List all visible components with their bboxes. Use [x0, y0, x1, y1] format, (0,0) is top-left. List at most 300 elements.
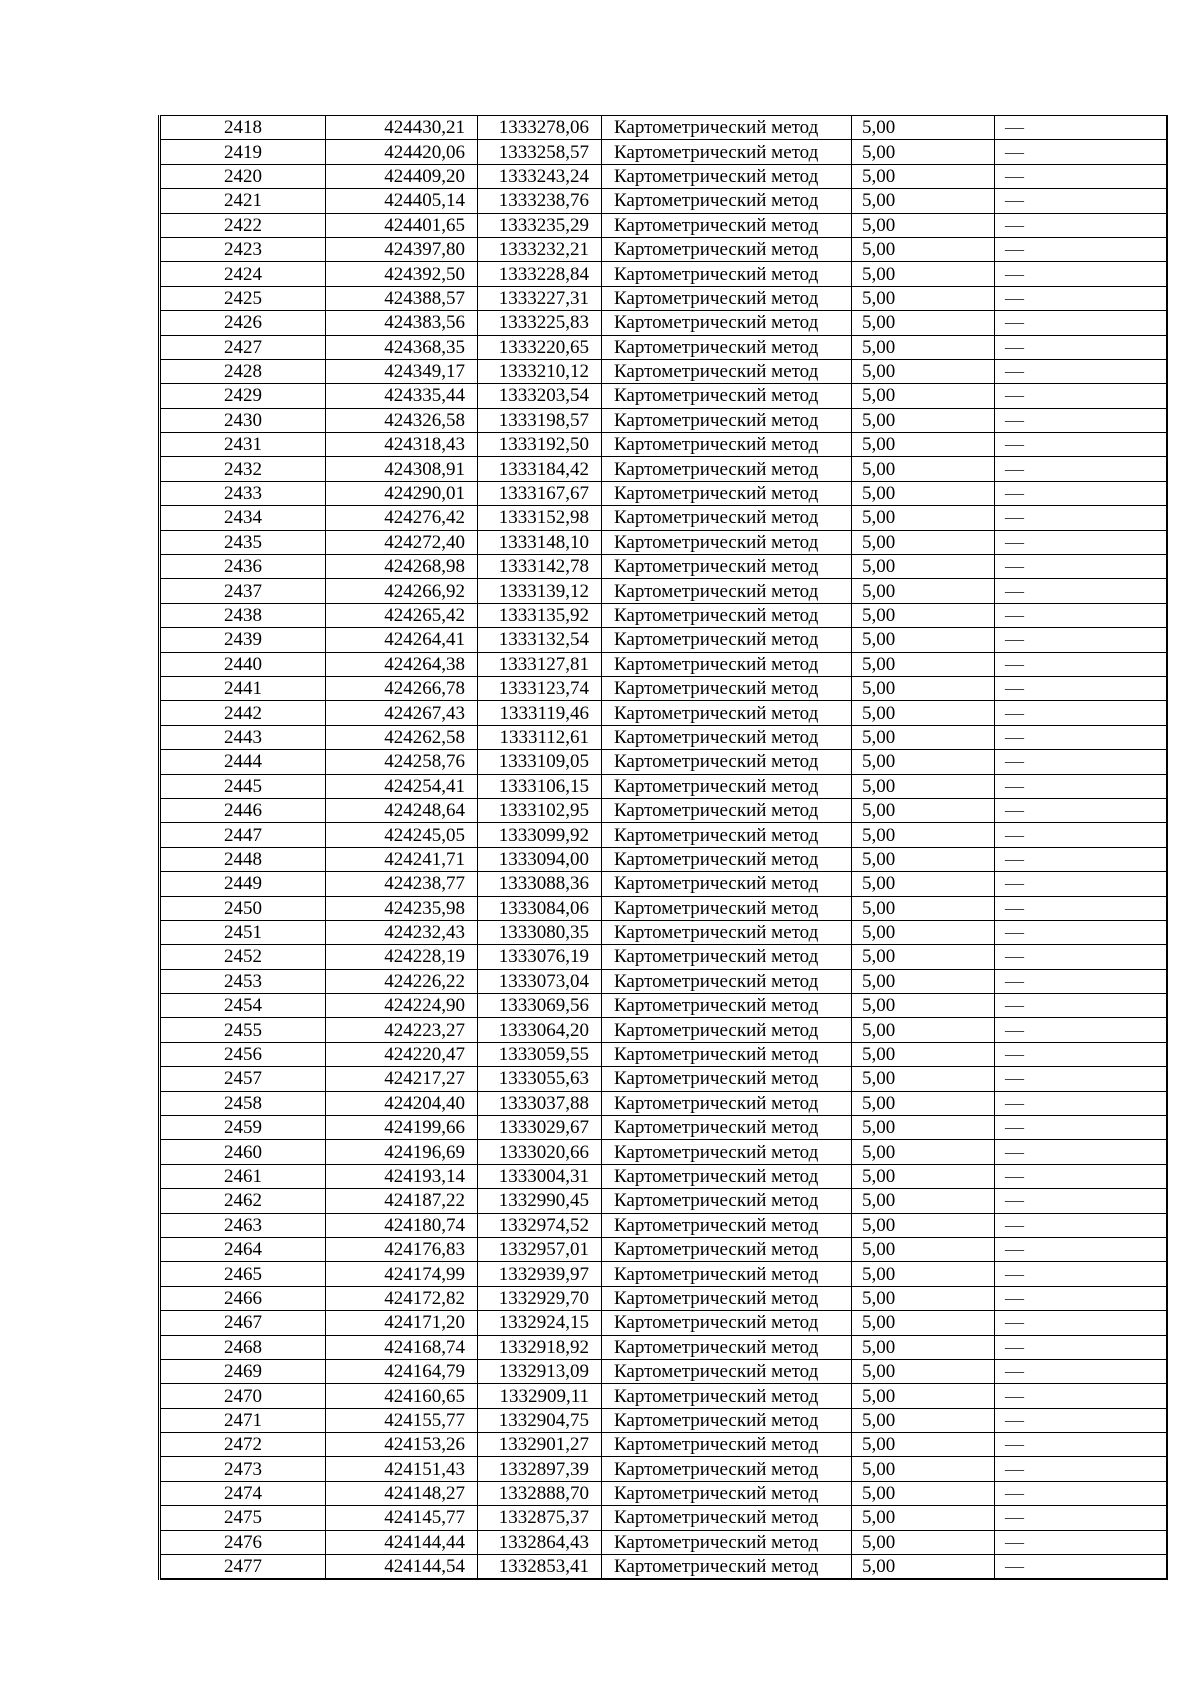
table-row	[160, 920, 1167, 944]
accuracy-cell: 5,00	[852, 213, 995, 237]
x-coordinate-cell: 424267,43	[326, 701, 478, 725]
x-coordinate-cell: 424144,54	[326, 1555, 478, 1580]
y-coordinate-cell: 1333037,88	[478, 1091, 602, 1115]
x-coordinate-cell: 424405,14	[326, 189, 478, 213]
point-number-cell: 2463	[160, 1213, 326, 1237]
point-number-cell: 2441	[160, 676, 326, 700]
point-number-cell: 2451	[160, 920, 326, 944]
accuracy-cell: 5,00	[852, 116, 995, 140]
table-row	[160, 1286, 1167, 1310]
accuracy-cell: 5,00	[852, 359, 995, 383]
accuracy-cell: 5,00	[852, 603, 995, 627]
y-coordinate-cell: 1333112,61	[478, 725, 602, 749]
point-number-cell: 2446	[160, 798, 326, 822]
description-cell: —	[995, 628, 1167, 652]
point-number-cell: 2447	[160, 823, 326, 847]
method-cell: Картометрический метод	[602, 189, 852, 213]
x-coordinate-cell: 424388,57	[326, 286, 478, 310]
description-cell: —	[995, 579, 1167, 603]
accuracy-cell: 5,00	[852, 237, 995, 261]
accuracy-cell: 5,00	[852, 286, 995, 310]
description-cell: —	[995, 359, 1167, 383]
description-cell: —	[995, 164, 1167, 188]
y-coordinate-cell: 1333198,57	[478, 408, 602, 432]
method-cell: Картометрический метод	[602, 1481, 852, 1505]
y-coordinate-cell: 1333099,92	[478, 823, 602, 847]
y-coordinate-cell: 1333184,42	[478, 457, 602, 481]
accuracy-cell: 5,00	[852, 1164, 995, 1188]
accuracy-cell: 5,00	[852, 481, 995, 505]
accuracy-cell: 5,00	[852, 1116, 995, 1140]
method-cell: Картометрический метод	[602, 1042, 852, 1066]
y-coordinate-cell: 1332939,97	[478, 1262, 602, 1286]
description-cell: —	[995, 237, 1167, 261]
y-coordinate-cell: 1333152,98	[478, 506, 602, 530]
point-number-cell: 2435	[160, 530, 326, 554]
method-cell: Картометрический метод	[602, 286, 852, 310]
y-coordinate-cell: 1333055,63	[478, 1067, 602, 1091]
method-cell: Картометрический метод	[602, 1506, 852, 1530]
accuracy-cell: 5,00	[852, 1067, 995, 1091]
x-coordinate-cell: 424248,64	[326, 798, 478, 822]
method-cell: Картометрический метод	[602, 579, 852, 603]
table-row	[160, 896, 1167, 920]
table-row	[160, 530, 1167, 554]
point-number-cell: 2430	[160, 408, 326, 432]
point-number-cell: 2477	[160, 1555, 326, 1580]
y-coordinate-cell: 1332924,15	[478, 1311, 602, 1335]
accuracy-cell: 5,00	[852, 189, 995, 213]
x-coordinate-cell: 424151,43	[326, 1457, 478, 1481]
y-coordinate-cell: 1333238,76	[478, 189, 602, 213]
x-coordinate-cell: 424145,77	[326, 1506, 478, 1530]
description-cell: —	[995, 433, 1167, 457]
y-coordinate-cell: 1333243,24	[478, 164, 602, 188]
description-cell: —	[995, 1530, 1167, 1554]
method-cell: Картометрический метод	[602, 506, 852, 530]
accuracy-cell: 5,00	[852, 1384, 995, 1408]
table-row	[160, 823, 1167, 847]
y-coordinate-cell: 1333059,55	[478, 1042, 602, 1066]
description-cell: —	[995, 701, 1167, 725]
x-coordinate-cell: 424264,41	[326, 628, 478, 652]
description-cell: —	[995, 555, 1167, 579]
method-cell: Картометрический метод	[602, 359, 852, 383]
table-row	[160, 481, 1167, 505]
description-cell: —	[995, 1481, 1167, 1505]
x-coordinate-cell: 424265,42	[326, 603, 478, 627]
description-cell: —	[995, 1164, 1167, 1188]
y-coordinate-cell: 1333227,31	[478, 286, 602, 310]
y-coordinate-cell: 1333123,74	[478, 676, 602, 700]
x-coordinate-cell: 424176,83	[326, 1237, 478, 1261]
accuracy-cell: 5,00	[852, 1042, 995, 1066]
accuracy-cell: 5,00	[852, 457, 995, 481]
accuracy-cell: 5,00	[852, 1262, 995, 1286]
accuracy-cell: 5,00	[852, 530, 995, 554]
table-row	[160, 652, 1167, 676]
method-cell: Картометрический метод	[602, 1091, 852, 1115]
table-row	[160, 798, 1167, 822]
x-coordinate-cell: 424153,26	[326, 1433, 478, 1457]
x-coordinate-cell: 424217,27	[326, 1067, 478, 1091]
table-row	[160, 1042, 1167, 1066]
table-row	[160, 1213, 1167, 1237]
accuracy-cell: 5,00	[852, 994, 995, 1018]
accuracy-cell: 5,00	[852, 1237, 995, 1261]
accuracy-cell: 5,00	[852, 164, 995, 188]
y-coordinate-cell: 1333139,12	[478, 579, 602, 603]
point-number-cell: 2422	[160, 213, 326, 237]
point-number-cell: 2429	[160, 384, 326, 408]
method-cell: Картометрический метод	[602, 1433, 852, 1457]
method-cell: Картометрический метод	[602, 408, 852, 432]
y-coordinate-cell: 1332957,01	[478, 1237, 602, 1261]
description-cell: —	[995, 1018, 1167, 1042]
point-number-cell: 2469	[160, 1359, 326, 1383]
y-coordinate-cell: 1332918,92	[478, 1335, 602, 1359]
description-cell: —	[995, 774, 1167, 798]
accuracy-cell: 5,00	[852, 896, 995, 920]
x-coordinate-cell: 424383,56	[326, 311, 478, 335]
point-number-cell: 2421	[160, 189, 326, 213]
method-cell: Картометрический метод	[602, 1213, 852, 1237]
y-coordinate-cell: 1333192,50	[478, 433, 602, 457]
x-coordinate-cell: 424187,22	[326, 1189, 478, 1213]
method-cell: Картометрический метод	[602, 237, 852, 261]
point-number-cell: 2419	[160, 140, 326, 164]
y-coordinate-cell: 1333084,06	[478, 896, 602, 920]
method-cell: Картометрический метод	[602, 1018, 852, 1042]
table-row	[160, 1164, 1167, 1188]
accuracy-cell: 5,00	[852, 798, 995, 822]
description-cell: —	[995, 506, 1167, 530]
y-coordinate-cell: 1333080,35	[478, 920, 602, 944]
x-coordinate-cell: 424268,98	[326, 555, 478, 579]
description-cell: —	[995, 896, 1167, 920]
table-row	[160, 286, 1167, 310]
table-row	[160, 262, 1167, 286]
table-row	[160, 994, 1167, 1018]
x-coordinate-cell: 424245,05	[326, 823, 478, 847]
method-cell: Картометрический метод	[602, 262, 852, 286]
method-cell: Картометрический метод	[602, 1457, 852, 1481]
x-coordinate-cell: 424262,58	[326, 725, 478, 749]
y-coordinate-cell: 1333142,78	[478, 555, 602, 579]
method-cell: Картометрический метод	[602, 1384, 852, 1408]
point-number-cell: 2428	[160, 359, 326, 383]
point-number-cell: 2439	[160, 628, 326, 652]
accuracy-cell: 5,00	[852, 676, 995, 700]
x-coordinate-cell: 424392,50	[326, 262, 478, 286]
description-cell: —	[995, 798, 1167, 822]
method-cell: Картометрический метод	[602, 1262, 852, 1286]
y-coordinate-cell: 1333127,81	[478, 652, 602, 676]
method-cell: Картометрический метод	[602, 945, 852, 969]
x-coordinate-cell: 424160,65	[326, 1384, 478, 1408]
point-number-cell: 2474	[160, 1481, 326, 1505]
table-row	[160, 433, 1167, 457]
accuracy-cell: 5,00	[852, 1457, 995, 1481]
description-cell: —	[995, 1091, 1167, 1115]
x-coordinate-cell: 424318,43	[326, 433, 478, 457]
table-row	[160, 1237, 1167, 1261]
table-row	[160, 945, 1167, 969]
accuracy-cell: 5,00	[852, 506, 995, 530]
x-coordinate-cell: 424409,20	[326, 164, 478, 188]
x-coordinate-cell: 424223,27	[326, 1018, 478, 1042]
y-coordinate-cell: 1333167,67	[478, 481, 602, 505]
x-coordinate-cell: 424204,40	[326, 1091, 478, 1115]
method-cell: Картометрический метод	[602, 1555, 852, 1580]
method-cell: Картометрический метод	[602, 628, 852, 652]
table-row	[160, 774, 1167, 798]
x-coordinate-cell: 424290,01	[326, 481, 478, 505]
table-row	[160, 725, 1167, 749]
point-number-cell: 2448	[160, 847, 326, 871]
y-coordinate-cell: 1332974,52	[478, 1213, 602, 1237]
method-cell: Картометрический метод	[602, 213, 852, 237]
accuracy-cell: 5,00	[852, 945, 995, 969]
table-row	[160, 676, 1167, 700]
point-number-cell: 2436	[160, 555, 326, 579]
table-row	[160, 1408, 1167, 1432]
x-coordinate-cell: 424254,41	[326, 774, 478, 798]
table-row	[160, 1116, 1167, 1140]
y-coordinate-cell: 1333106,15	[478, 774, 602, 798]
description-cell: —	[995, 1067, 1167, 1091]
x-coordinate-cell: 424172,82	[326, 1286, 478, 1310]
table-row	[160, 555, 1167, 579]
y-coordinate-cell: 1333004,31	[478, 1164, 602, 1188]
x-coordinate-cell: 424144,44	[326, 1530, 478, 1554]
x-coordinate-cell: 424232,43	[326, 920, 478, 944]
y-coordinate-cell: 1333228,84	[478, 262, 602, 286]
y-coordinate-cell: 1332929,70	[478, 1286, 602, 1310]
method-cell: Картометрический метод	[602, 676, 852, 700]
x-coordinate-cell: 424148,27	[326, 1481, 478, 1505]
method-cell: Картометрический метод	[602, 311, 852, 335]
table-row	[160, 969, 1167, 993]
table-row	[160, 750, 1167, 774]
y-coordinate-cell: 1333094,00	[478, 847, 602, 871]
description-cell: —	[995, 1335, 1167, 1359]
accuracy-cell: 5,00	[852, 1140, 995, 1164]
accuracy-cell: 5,00	[852, 262, 995, 286]
description-cell: —	[995, 1042, 1167, 1066]
point-number-cell: 2434	[160, 506, 326, 530]
y-coordinate-cell: 1333235,29	[478, 213, 602, 237]
method-cell: Картометрический метод	[602, 1164, 852, 1188]
description-cell: —	[995, 1286, 1167, 1310]
y-coordinate-cell: 1332864,43	[478, 1530, 602, 1554]
table-row	[160, 1335, 1167, 1359]
table-row	[160, 506, 1167, 530]
method-cell: Картометрический метод	[602, 652, 852, 676]
y-coordinate-cell: 1333232,21	[478, 237, 602, 261]
method-cell: Картометрический метод	[602, 140, 852, 164]
method-cell: Картометрический метод	[602, 457, 852, 481]
table-row	[160, 1311, 1167, 1335]
table-row	[160, 1481, 1167, 1505]
table-row	[160, 237, 1167, 261]
y-coordinate-cell: 1333102,95	[478, 798, 602, 822]
table-row	[160, 213, 1167, 237]
x-coordinate-cell: 424326,58	[326, 408, 478, 432]
point-number-cell: 2473	[160, 1457, 326, 1481]
y-coordinate-cell: 1333258,57	[478, 140, 602, 164]
description-cell: —	[995, 1116, 1167, 1140]
point-number-cell: 2444	[160, 750, 326, 774]
point-number-cell: 2418	[160, 116, 326, 140]
point-number-cell: 2471	[160, 1408, 326, 1432]
y-coordinate-cell: 1333278,06	[478, 116, 602, 140]
description-cell: —	[995, 1213, 1167, 1237]
x-coordinate-cell: 424168,74	[326, 1335, 478, 1359]
description-cell: —	[995, 1384, 1167, 1408]
description-cell: —	[995, 823, 1167, 847]
point-number-cell: 2459	[160, 1116, 326, 1140]
point-number-cell: 2468	[160, 1335, 326, 1359]
point-number-cell: 2467	[160, 1311, 326, 1335]
point-number-cell: 2445	[160, 774, 326, 798]
method-cell: Картометрический метод	[602, 555, 852, 579]
coordinates-table-body	[160, 116, 1167, 1580]
table-row	[160, 872, 1167, 896]
point-number-cell: 2452	[160, 945, 326, 969]
point-number-cell: 2426	[160, 311, 326, 335]
table-row	[160, 311, 1167, 335]
table-row	[160, 1457, 1167, 1481]
table-row	[160, 1433, 1167, 1457]
y-coordinate-cell: 1333132,54	[478, 628, 602, 652]
y-coordinate-cell: 1332888,70	[478, 1481, 602, 1505]
method-cell: Картометрический метод	[602, 481, 852, 505]
method-cell: Картометрический метод	[602, 384, 852, 408]
description-cell: —	[995, 920, 1167, 944]
table-row	[160, 701, 1167, 725]
x-coordinate-cell: 424368,35	[326, 335, 478, 359]
point-number-cell: 2456	[160, 1042, 326, 1066]
description-cell: —	[995, 1237, 1167, 1261]
table-row	[160, 457, 1167, 481]
point-number-cell: 2427	[160, 335, 326, 359]
description-cell: —	[995, 286, 1167, 310]
x-coordinate-cell: 424238,77	[326, 872, 478, 896]
description-cell: —	[995, 262, 1167, 286]
y-coordinate-cell: 1333148,10	[478, 530, 602, 554]
table-row	[160, 335, 1167, 359]
y-coordinate-cell: 1333069,56	[478, 994, 602, 1018]
method-cell: Картометрический метод	[602, 701, 852, 725]
accuracy-cell: 5,00	[852, 628, 995, 652]
point-number-cell: 2476	[160, 1530, 326, 1554]
x-coordinate-cell: 424228,19	[326, 945, 478, 969]
accuracy-cell: 5,00	[852, 652, 995, 676]
accuracy-cell: 5,00	[852, 774, 995, 798]
y-coordinate-cell: 1333220,65	[478, 335, 602, 359]
x-coordinate-cell: 424235,98	[326, 896, 478, 920]
method-cell: Картометрический метод	[602, 969, 852, 993]
point-number-cell: 2438	[160, 603, 326, 627]
y-coordinate-cell: 1332875,37	[478, 1506, 602, 1530]
method-cell: Картометрический метод	[602, 164, 852, 188]
table-row	[160, 116, 1167, 140]
x-coordinate-cell: 424420,06	[326, 140, 478, 164]
y-coordinate-cell: 1332901,27	[478, 1433, 602, 1457]
description-cell: —	[995, 457, 1167, 481]
table-row	[160, 189, 1167, 213]
description-cell: —	[995, 1140, 1167, 1164]
y-coordinate-cell: 1332897,39	[478, 1457, 602, 1481]
y-coordinate-cell: 1333225,83	[478, 311, 602, 335]
point-number-cell: 2457	[160, 1067, 326, 1091]
description-cell: —	[995, 652, 1167, 676]
accuracy-cell: 5,00	[852, 920, 995, 944]
x-coordinate-cell: 424180,74	[326, 1213, 478, 1237]
description-cell: —	[995, 1359, 1167, 1383]
point-number-cell: 2423	[160, 237, 326, 261]
description-cell: —	[995, 603, 1167, 627]
description-cell: —	[995, 1433, 1167, 1457]
y-coordinate-cell: 1332853,41	[478, 1555, 602, 1580]
description-cell: —	[995, 1189, 1167, 1213]
accuracy-cell: 5,00	[852, 701, 995, 725]
accuracy-cell: 5,00	[852, 384, 995, 408]
table-row	[160, 1018, 1167, 1042]
y-coordinate-cell: 1332990,45	[478, 1189, 602, 1213]
point-number-cell: 2420	[160, 164, 326, 188]
method-cell: Картометрический метод	[602, 433, 852, 457]
point-number-cell: 2454	[160, 994, 326, 1018]
x-coordinate-cell: 424155,77	[326, 1408, 478, 1432]
x-coordinate-cell: 424226,22	[326, 969, 478, 993]
method-cell: Картометрический метод	[602, 116, 852, 140]
method-cell: Картометрический метод	[602, 1335, 852, 1359]
x-coordinate-cell: 424174,99	[326, 1262, 478, 1286]
point-number-cell: 2461	[160, 1164, 326, 1188]
accuracy-cell: 5,00	[852, 750, 995, 774]
table-row	[160, 1506, 1167, 1530]
method-cell: Картометрический метод	[602, 774, 852, 798]
description-cell: —	[995, 116, 1167, 140]
method-cell: Картометрический метод	[602, 1530, 852, 1554]
accuracy-cell: 5,00	[852, 1311, 995, 1335]
method-cell: Картометрический метод	[602, 530, 852, 554]
x-coordinate-cell: 424308,91	[326, 457, 478, 481]
description-cell: —	[995, 1408, 1167, 1432]
coordinates-table	[158, 115, 1168, 1580]
description-cell: —	[995, 1555, 1167, 1580]
description-cell: —	[995, 847, 1167, 871]
x-coordinate-cell: 424335,44	[326, 384, 478, 408]
accuracy-cell: 5,00	[852, 823, 995, 847]
y-coordinate-cell: 1333135,92	[478, 603, 602, 627]
point-number-cell: 2453	[160, 969, 326, 993]
description-cell: —	[995, 189, 1167, 213]
method-cell: Картометрический метод	[602, 1140, 852, 1164]
table-row	[160, 1091, 1167, 1115]
description-cell: —	[995, 872, 1167, 896]
table-row	[160, 1140, 1167, 1164]
x-coordinate-cell: 424397,80	[326, 237, 478, 261]
x-coordinate-cell: 424164,79	[326, 1359, 478, 1383]
description-cell: —	[995, 530, 1167, 554]
point-number-cell: 2450	[160, 896, 326, 920]
table-row	[160, 408, 1167, 432]
x-coordinate-cell: 424258,76	[326, 750, 478, 774]
accuracy-cell: 5,00	[852, 1555, 995, 1580]
